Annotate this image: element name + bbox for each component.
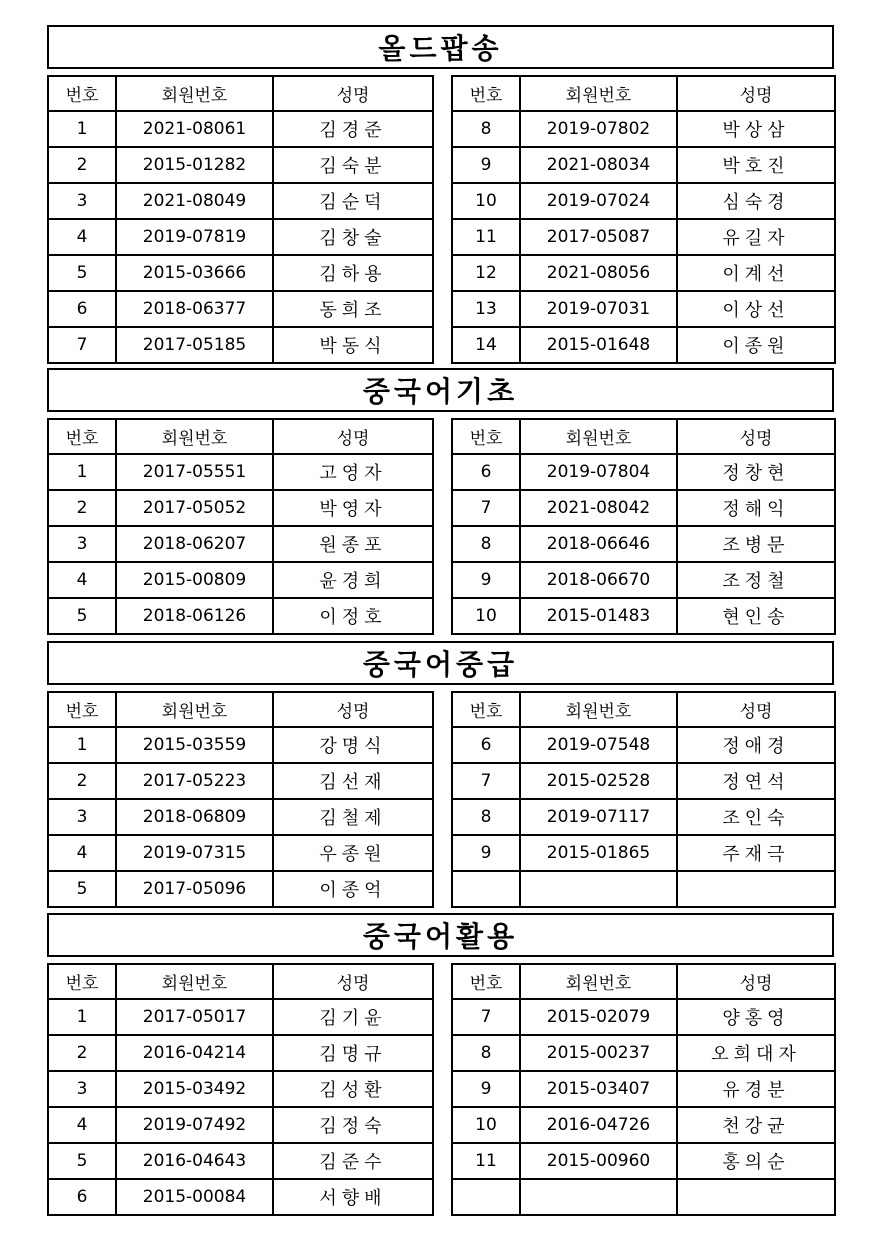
header-name: 성명	[677, 692, 835, 727]
cell-no: 7	[48, 327, 116, 363]
table-row	[48, 219, 433, 255]
header-name: 성명	[273, 692, 433, 727]
header-member-id: 회원번호	[116, 964, 273, 999]
table-row	[48, 727, 433, 763]
cell-name: 박영자	[273, 490, 433, 526]
cell-name: 김순덕	[273, 183, 433, 219]
cell-name: 우종원	[273, 835, 433, 871]
cell-name: 서향배	[273, 1179, 433, 1215]
table-row	[48, 835, 433, 871]
cell-name	[677, 871, 835, 907]
cell-no: 4	[48, 835, 116, 871]
cell-no: 2	[48, 490, 116, 526]
cell-no: 10	[452, 183, 520, 219]
cell-no	[452, 871, 520, 907]
cell-no: 8	[452, 111, 520, 147]
cell-no: 1	[48, 727, 116, 763]
cell-no: 3	[48, 799, 116, 835]
cell-name: 김철제	[273, 799, 433, 835]
header-no: 번호	[452, 964, 520, 999]
cell-name: 심숙경	[677, 183, 835, 219]
header-no: 번호	[48, 419, 116, 454]
table-row	[48, 255, 433, 291]
cell-no: 1	[48, 111, 116, 147]
table-row	[452, 490, 835, 526]
table-row	[452, 255, 835, 291]
header-member-id: 회원번호	[520, 76, 677, 111]
cell-name: 김경준	[273, 111, 433, 147]
cell-name	[677, 1179, 835, 1215]
table-row	[452, 1071, 835, 1107]
cell-member-id: 2015-03492	[116, 1071, 273, 1107]
table-row	[48, 147, 433, 183]
table-row	[452, 1179, 835, 1215]
header-member-id: 회원번호	[520, 419, 677, 454]
cell-no: 7	[452, 490, 520, 526]
cell-member-id: 2015-02528	[520, 763, 677, 799]
cell-member-id: 2021-08061	[116, 111, 273, 147]
table-row	[452, 727, 835, 763]
right-roster-table	[451, 963, 836, 1216]
header-member-id: 회원번호	[520, 692, 677, 727]
section-title: 중국어중급	[47, 641, 834, 685]
cell-name: 김창술	[273, 219, 433, 255]
cell-name: 이상선	[677, 291, 835, 327]
cell-member-id: 2019-07802	[520, 111, 677, 147]
header-name: 성명	[677, 964, 835, 999]
cell-no: 1	[48, 454, 116, 490]
cell-no: 11	[452, 1143, 520, 1179]
table-row	[452, 871, 835, 907]
header-row	[48, 964, 433, 999]
left-roster-table	[47, 963, 434, 1216]
cell-member-id: 2016-04726	[520, 1107, 677, 1143]
table-row	[48, 1179, 433, 1215]
cell-member-id: 2019-07031	[520, 291, 677, 327]
table-row	[48, 1071, 433, 1107]
header-row	[452, 419, 835, 454]
cell-no: 4	[48, 1107, 116, 1143]
header-row	[452, 964, 835, 999]
cell-member-id: 2017-05087	[520, 219, 677, 255]
cell-name: 양홍영	[677, 999, 835, 1035]
header-no: 번호	[452, 76, 520, 111]
roster-section	[47, 368, 834, 628]
table-row	[452, 327, 835, 363]
cell-no: 2	[48, 1035, 116, 1071]
cell-member-id: 2019-07315	[116, 835, 273, 871]
cell-name: 이종원	[677, 327, 835, 363]
cell-no: 3	[48, 1071, 116, 1107]
table-row	[48, 999, 433, 1035]
table-row	[452, 291, 835, 327]
header-no: 번호	[48, 692, 116, 727]
cell-no: 12	[452, 255, 520, 291]
header-no: 번호	[48, 76, 116, 111]
cell-member-id: 2015-01282	[116, 147, 273, 183]
cell-member-id: 2019-07024	[520, 183, 677, 219]
cell-member-id: 2019-07548	[520, 727, 677, 763]
cell-member-id: 2015-00084	[116, 1179, 273, 1215]
cell-member-id	[520, 871, 677, 907]
cell-name: 박동식	[273, 327, 433, 363]
cell-no: 3	[48, 526, 116, 562]
cell-member-id: 2019-07117	[520, 799, 677, 835]
table-row	[48, 562, 433, 598]
cell-no: 5	[48, 871, 116, 907]
header-name: 성명	[273, 419, 433, 454]
cell-no: 7	[452, 999, 520, 1035]
cell-no: 2	[48, 763, 116, 799]
cell-no: 1	[48, 999, 116, 1035]
header-name: 성명	[677, 419, 835, 454]
cell-no: 6	[452, 454, 520, 490]
table-row	[48, 526, 433, 562]
cell-no: 9	[452, 147, 520, 183]
table-row	[452, 454, 835, 490]
roster-section	[47, 913, 834, 1209]
table-row	[48, 490, 433, 526]
cell-member-id: 2015-03666	[116, 255, 273, 291]
cell-name: 강명식	[273, 727, 433, 763]
table-row	[48, 183, 433, 219]
cell-no: 11	[452, 219, 520, 255]
cell-member-id: 2017-05096	[116, 871, 273, 907]
cell-name: 김숙분	[273, 147, 433, 183]
header-row	[452, 76, 835, 111]
header-member-id: 회원번호	[116, 692, 273, 727]
table-row	[48, 871, 433, 907]
cell-member-id: 2018-06646	[520, 526, 677, 562]
section-title: 중국어활용	[47, 913, 834, 957]
cell-name: 천강균	[677, 1107, 835, 1143]
table-row	[452, 526, 835, 562]
cell-no: 5	[48, 598, 116, 634]
right-roster-table	[451, 75, 836, 364]
cell-name: 동희조	[273, 291, 433, 327]
cell-name: 현인송	[677, 598, 835, 634]
header-row	[452, 692, 835, 727]
cell-name: 김하용	[273, 255, 433, 291]
table-row	[48, 1035, 433, 1071]
cell-name: 오희대자	[677, 1035, 835, 1071]
cell-no: 10	[452, 1107, 520, 1143]
cell-no: 8	[452, 1035, 520, 1071]
left-roster-table	[47, 418, 434, 635]
cell-member-id: 2019-07492	[116, 1107, 273, 1143]
cell-no: 13	[452, 291, 520, 327]
header-no: 번호	[48, 964, 116, 999]
table-row	[452, 147, 835, 183]
table-row	[48, 1143, 433, 1179]
cell-member-id: 2019-07819	[116, 219, 273, 255]
cell-name: 김준수	[273, 1143, 433, 1179]
table-row	[452, 111, 835, 147]
header-row	[48, 692, 433, 727]
cell-name: 이종억	[273, 871, 433, 907]
cell-member-id: 2017-05052	[116, 490, 273, 526]
cell-no: 5	[48, 255, 116, 291]
cell-name: 김선재	[273, 763, 433, 799]
cell-no: 5	[48, 1143, 116, 1179]
header-name: 성명	[273, 76, 433, 111]
section-title: 중국어기초	[47, 368, 834, 412]
roster-section	[47, 641, 834, 901]
section-title: 올드팝송	[47, 25, 834, 69]
cell-name: 유길자	[677, 219, 835, 255]
cell-member-id: 2015-03559	[116, 727, 273, 763]
cell-name: 정애경	[677, 727, 835, 763]
roster-section	[47, 25, 834, 357]
table-row	[48, 111, 433, 147]
cell-name: 박호진	[677, 147, 835, 183]
cell-no: 9	[452, 1071, 520, 1107]
cell-no: 4	[48, 562, 116, 598]
cell-name: 조인숙	[677, 799, 835, 835]
cell-member-id: 2015-00809	[116, 562, 273, 598]
cell-no: 6	[48, 1179, 116, 1215]
table-row	[452, 219, 835, 255]
header-no: 번호	[452, 419, 520, 454]
cell-no: 3	[48, 183, 116, 219]
header-member-id: 회원번호	[520, 964, 677, 999]
cell-name: 홍의순	[677, 1143, 835, 1179]
cell-member-id: 2015-02079	[520, 999, 677, 1035]
cell-name: 조병문	[677, 526, 835, 562]
cell-name: 김성환	[273, 1071, 433, 1107]
cell-member-id: 2018-06377	[116, 291, 273, 327]
header-name: 성명	[677, 76, 835, 111]
cell-no: 2	[48, 147, 116, 183]
cell-no: 14	[452, 327, 520, 363]
header-member-id: 회원번호	[116, 76, 273, 111]
cell-member-id: 2017-05551	[116, 454, 273, 490]
table-row	[452, 1107, 835, 1143]
cell-name: 이계선	[677, 255, 835, 291]
table-row	[48, 327, 433, 363]
cell-member-id: 2015-00960	[520, 1143, 677, 1179]
cell-member-id: 2016-04643	[116, 1143, 273, 1179]
cell-name: 조정철	[677, 562, 835, 598]
cell-no: 8	[452, 526, 520, 562]
cell-member-id: 2017-05017	[116, 999, 273, 1035]
cell-member-id: 2019-07804	[520, 454, 677, 490]
table-row	[48, 598, 433, 634]
cell-member-id: 2017-05223	[116, 763, 273, 799]
left-roster-table	[47, 75, 434, 364]
cell-member-id: 2018-06670	[520, 562, 677, 598]
cell-name: 윤경희	[273, 562, 433, 598]
table-row	[452, 799, 835, 835]
cell-no: 9	[452, 562, 520, 598]
cell-name: 김명규	[273, 1035, 433, 1071]
left-roster-table	[47, 691, 434, 908]
cell-name: 정연석	[677, 763, 835, 799]
cell-name: 주재극	[677, 835, 835, 871]
cell-name: 이정호	[273, 598, 433, 634]
cell-member-id: 2017-05185	[116, 327, 273, 363]
cell-member-id: 2018-06207	[116, 526, 273, 562]
cell-member-id: 2015-01865	[520, 835, 677, 871]
cell-member-id: 2018-06809	[116, 799, 273, 835]
right-roster-table	[451, 418, 836, 635]
header-row	[48, 419, 433, 454]
table-row	[48, 454, 433, 490]
header-row	[48, 76, 433, 111]
table-row	[452, 183, 835, 219]
cell-name: 정창현	[677, 454, 835, 490]
table-row	[452, 835, 835, 871]
table-row	[48, 291, 433, 327]
header-name: 성명	[273, 964, 433, 999]
cell-member-id: 2015-01483	[520, 598, 677, 634]
header-no: 번호	[452, 692, 520, 727]
cell-name: 정해익	[677, 490, 835, 526]
cell-no: 8	[452, 799, 520, 835]
cell-no	[452, 1179, 520, 1215]
cell-name: 원종포	[273, 526, 433, 562]
cell-name: 박상삼	[677, 111, 835, 147]
table-row	[452, 1035, 835, 1071]
right-roster-table	[451, 691, 836, 908]
cell-member-id: 2015-01648	[520, 327, 677, 363]
table-row	[452, 1143, 835, 1179]
cell-no: 6	[48, 291, 116, 327]
table-row	[48, 763, 433, 799]
cell-no: 9	[452, 835, 520, 871]
cell-member-id: 2021-08042	[520, 490, 677, 526]
cell-no: 6	[452, 727, 520, 763]
cell-no: 4	[48, 219, 116, 255]
table-row	[452, 999, 835, 1035]
cell-name: 유경분	[677, 1071, 835, 1107]
cell-member-id: 2021-08034	[520, 147, 677, 183]
cell-name: 고영자	[273, 454, 433, 490]
cell-member-id	[520, 1179, 677, 1215]
cell-no: 10	[452, 598, 520, 634]
cell-name: 김기윤	[273, 999, 433, 1035]
cell-name: 김정숙	[273, 1107, 433, 1143]
table-row	[48, 799, 433, 835]
cell-member-id: 2021-08049	[116, 183, 273, 219]
cell-member-id: 2021-08056	[520, 255, 677, 291]
table-row	[452, 562, 835, 598]
table-row	[452, 598, 835, 634]
table-row	[48, 1107, 433, 1143]
table-row	[452, 763, 835, 799]
cell-member-id: 2015-00237	[520, 1035, 677, 1071]
cell-no: 7	[452, 763, 520, 799]
header-member-id: 회원번호	[116, 419, 273, 454]
cell-member-id: 2016-04214	[116, 1035, 273, 1071]
cell-member-id: 2015-03407	[520, 1071, 677, 1107]
cell-member-id: 2018-06126	[116, 598, 273, 634]
